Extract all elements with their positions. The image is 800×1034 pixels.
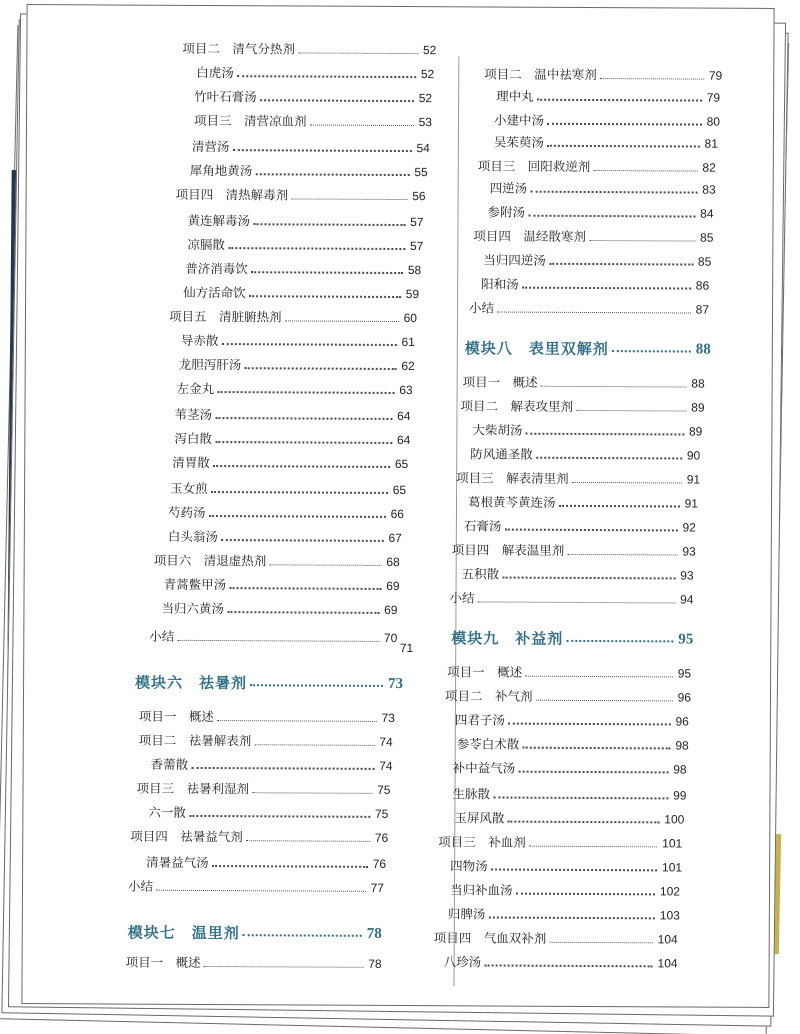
toc-entry-title: 项目二 温中祛寒剂 (484, 66, 597, 83)
toc-entry-title: 阳和汤 (481, 276, 519, 292)
dot-leader (536, 457, 682, 460)
toc-item-entry[interactable] (438, 830, 682, 851)
toc-entry-title: 项目三 清营凉血剂 (193, 112, 307, 129)
dot-leader (559, 505, 680, 508)
toc-entry-title: 项目四 清热解毒剂 (175, 186, 289, 203)
toc-page-number: 95 (678, 631, 694, 648)
toc-entry-title: 仙方活命饮 (183, 284, 246, 301)
toc-formula-entry[interactable] (194, 85, 432, 106)
toc-item-entry[interactable] (154, 549, 400, 570)
toc-item-entry[interactable] (473, 224, 713, 245)
toc-item-entry[interactable] (460, 394, 704, 415)
toc-entry-title: 项目一 概述 (462, 374, 538, 390)
toc-page-number: 71 (399, 641, 414, 656)
dot-leader (291, 198, 407, 200)
dot-leader (493, 797, 668, 800)
toc-formula-entry[interactable] (444, 950, 678, 971)
dot-leader (228, 247, 405, 250)
toc-item-entry[interactable] (169, 305, 417, 326)
toc-page-number: 98 (673, 762, 687, 777)
dot-leader (576, 410, 686, 412)
toc-entry-title: 吴茱萸汤 (493, 134, 544, 150)
dot-leader (255, 173, 409, 176)
toc-page-number: 88 (691, 376, 705, 391)
dot-leader (549, 263, 693, 266)
toc-page-number: 69 (386, 578, 400, 594)
toc-page-number: 70 (383, 630, 398, 645)
toc-entry-title: 犀角地黄汤 (189, 162, 253, 179)
toc-module-heading[interactable] (451, 622, 693, 647)
toc-page-number: 69 (384, 602, 398, 617)
toc-entry-title: 模块八 表里双解剂 (464, 339, 609, 359)
toc-page-number: 65 (392, 482, 407, 498)
toc-entry-title: 大柴胡汤 (472, 422, 523, 438)
toc-entry-title: 黄连解毒汤 (187, 212, 251, 229)
toc-page-number: 79 (706, 90, 721, 105)
toc-formula-entry[interactable] (174, 427, 410, 448)
toc-formula-entry[interactable] (181, 329, 415, 350)
toc-entry-title: 香薷散 (150, 756, 189, 772)
dot-leader (566, 640, 673, 643)
dot-leader (497, 312, 691, 314)
toc-formula-entry[interactable] (164, 573, 400, 594)
toc-module-heading[interactable] (128, 917, 382, 942)
toc-entry-title: 小结 (127, 878, 154, 894)
dot-leader (600, 78, 704, 80)
toc-page-number: 60 (403, 311, 418, 326)
toc-page (21, 4, 774, 1008)
toc-entry-title: 项目二 祛暑解表剂 (138, 732, 252, 749)
toc-formula-entry[interactable] (453, 756, 687, 777)
dot-leader (204, 966, 364, 968)
toc-item-entry[interactable] (139, 705, 395, 726)
toc-entry-title: 项目三 祛暑利湿剂 (136, 780, 250, 797)
toc-formula-entry[interactable] (161, 597, 397, 618)
toc-page-number: 75 (374, 806, 389, 821)
toc-entry-title: 模块七 温里剂 (127, 923, 240, 943)
toc-entry-title: 凉膈散 (187, 236, 225, 253)
toc-page-number: 57 (409, 239, 424, 254)
toc-entry-title: 项目二 解表攻里剂 (460, 398, 574, 414)
toc-page-number: 73 (381, 710, 395, 725)
toc-page-number: 59 (405, 287, 420, 302)
toc-entry-title: 项目一 概述 (125, 954, 201, 970)
toc-page-number: 96 (677, 690, 692, 705)
toc-entry-title: 模块九 补益剂 (451, 629, 564, 648)
toc-page-number: 57 (410, 215, 424, 230)
toc-entry-title: 清营汤 (191, 138, 230, 155)
toc-page-number: 93 (682, 544, 696, 559)
toc-formula-entry[interactable] (496, 85, 720, 106)
toc-formula-entry[interactable] (481, 272, 709, 293)
toc-formula-entry[interactable] (450, 854, 682, 875)
dot-leader (217, 391, 394, 394)
toc-item-entry[interactable] (130, 825, 388, 846)
toc-entry-title: 四逆汤 (489, 180, 528, 196)
toc-entry-title: 竹叶石膏汤 (194, 88, 257, 105)
toc-entry-title: 项目三 解表清里剂 (456, 470, 569, 486)
dot-leader (249, 295, 401, 298)
dot-leader (507, 821, 659, 824)
toc-formula-entry[interactable] (151, 753, 393, 774)
dot-leader (478, 601, 676, 603)
dot-leader (189, 815, 370, 818)
toc-item-entry[interactable] (463, 370, 705, 391)
toc-formula-entry[interactable] (174, 403, 410, 424)
dot-leader (528, 215, 695, 218)
toc-formula-entry[interactable] (487, 200, 713, 221)
toc-page-number: 55 (414, 165, 428, 180)
toc-page-number: 74 (379, 758, 393, 773)
toc-item-entry[interactable] (469, 296, 709, 317)
toc-entry-title: 白虎汤 (196, 64, 234, 81)
toc-item-entry[interactable] (456, 466, 700, 487)
toc-entry-title: 项目六 清退虚热剂 (153, 552, 267, 569)
toc-page-number: 102 (659, 884, 681, 899)
dot-leader (530, 191, 697, 194)
toc-page-number: 101 (662, 860, 683, 875)
toc-page-number: 81 (704, 136, 718, 151)
toc-formula-entry[interactable] (483, 248, 711, 269)
toc-formula-entry[interactable] (177, 377, 413, 398)
toc-page-number: 91 (686, 472, 701, 487)
toc-entry-title: 项目五 清脏腑热剂 (168, 308, 282, 325)
dot-leader (589, 240, 695, 242)
toc-page-number: 99 (673, 788, 687, 803)
toc-entry-title: 当归四逆汤 (483, 252, 546, 268)
dot-leader (491, 868, 657, 871)
dot-leader (508, 723, 671, 726)
toc-page-number: 63 (399, 383, 413, 398)
toc-page-number: 79 (708, 68, 723, 83)
toc-entry-title: 小结 (449, 590, 475, 606)
toc-entry-title: 参附汤 (487, 204, 526, 220)
toc-formula-entry[interactable] (490, 176, 716, 197)
toc-page-number: 54 (416, 141, 430, 156)
toc-page-number: 67 (388, 530, 402, 546)
dot-leader (547, 145, 700, 148)
toc-entry-title: 芍药汤 (167, 504, 206, 520)
toc-formula-entry[interactable] (190, 159, 428, 180)
dot-leader (541, 386, 687, 388)
dot-leader (502, 577, 675, 580)
toc-item-entry[interactable] (149, 625, 397, 646)
toc-page-number: 89 (688, 424, 703, 439)
dot-leader (522, 747, 670, 750)
dot-leader (310, 125, 414, 127)
toc-formula-entry[interactable] (196, 61, 434, 82)
toc-formula-entry[interactable] (183, 281, 419, 302)
toc-page-number: 98 (675, 738, 689, 753)
toc-entry-title: 项目四 温经散寒剂 (473, 228, 586, 244)
dot-leader (298, 52, 418, 54)
toc-entry-title: 项目四 气血双补剂 (433, 930, 547, 946)
toc-page-number: 83 (702, 182, 716, 197)
toc-item-entry[interactable] (126, 951, 382, 972)
toc-entry-title: 清胃散 (172, 454, 210, 471)
toc-page-number: 62 (401, 359, 415, 374)
dot-leader (217, 720, 377, 722)
toc-page-number: 104 (657, 956, 678, 971)
toc-formula-entry[interactable] (170, 477, 406, 498)
dot-leader (251, 271, 403, 274)
toc-formula-entry[interactable] (187, 209, 423, 230)
toc-entry-title: 项目一 概述 (138, 708, 214, 725)
toc-page-number: 100 (664, 812, 685, 827)
toc-page-number: 74 (379, 734, 393, 749)
toc-formula-entry[interactable] (168, 525, 402, 546)
toc-page-number: 85 (697, 254, 712, 269)
toc-entry-title: 六一散 (148, 804, 186, 820)
toc-item-entry[interactable] (484, 62, 722, 83)
dot-leader (567, 554, 677, 556)
toc-formula-entry[interactable] (464, 514, 696, 535)
dot-leader (213, 465, 390, 468)
toc-entry-title: 防风通圣散 (470, 446, 533, 462)
toc-entry-title: 葛根黄芩黄连汤 (467, 494, 556, 510)
toc-item-entry[interactable] (452, 538, 696, 559)
dot-leader (260, 99, 414, 102)
toc-page-number: 52 (422, 43, 437, 58)
toc-module-heading[interactable] (465, 332, 711, 357)
dot-leader (504, 529, 677, 532)
toc-formula-entry[interactable] (168, 501, 404, 522)
toc-entry-title: 小结 (468, 300, 495, 316)
toc-entry-title: 归脾汤 (447, 906, 486, 922)
toc-item-entry[interactable] (434, 926, 678, 947)
toc-formula-entry[interactable] (472, 418, 702, 439)
dot-leader (253, 223, 405, 226)
toc-formula-entry[interactable] (454, 806, 684, 827)
dot-leader (484, 964, 652, 967)
toc-page-number: 84 (700, 206, 714, 221)
toc-page-number: 58 (407, 263, 422, 278)
toc-entry-title: 普济消毒饮 (185, 260, 248, 277)
toc-entry-title: 项目一 概述 (447, 664, 523, 680)
toc-entry-title: 导赤散 (180, 332, 219, 349)
toc-page-number: 87 (695, 302, 710, 317)
toc-formula-entry[interactable] (192, 135, 430, 156)
toc-entry-title: 生脉散 (452, 786, 491, 802)
toc-formula-entry[interactable] (448, 902, 680, 923)
toc-page-number: 66 (390, 506, 404, 522)
dot-leader (208, 515, 385, 518)
toc-entry-title: 苇茎汤 (174, 406, 213, 423)
dot-leader (227, 611, 379, 614)
toc-formula-entry[interactable] (179, 353, 415, 374)
toc-formula-entry[interactable] (494, 108, 720, 129)
toc-page-number: 64 (397, 408, 411, 424)
toc-entry-title: 项目三 补血剂 (438, 834, 526, 850)
toc-page-number: 80 (706, 114, 721, 129)
toc-entry-title: 玉女煎 (170, 480, 208, 497)
toc-page-number: 86 (695, 278, 710, 293)
dot-leader (212, 865, 368, 868)
toc-page-number: 61 (401, 335, 415, 350)
toc-formula-entry[interactable] (468, 490, 698, 511)
toc-entry-title: 理中丸 (496, 88, 534, 104)
toc-entry-title: 龙胆泻肝汤 (178, 356, 242, 373)
toc-formula-entry[interactable] (455, 708, 689, 729)
dot-leader (215, 441, 392, 444)
toc-entry-title: 白头翁汤 (167, 528, 218, 545)
toc-entry-title: 当归六黄汤 (161, 600, 225, 617)
toc-item-entry[interactable] (182, 37, 436, 58)
toc-page-number: 90 (686, 448, 701, 463)
toc-page-number: 65 (394, 456, 409, 472)
toc-entry-title: 清暑益气汤 (146, 854, 209, 871)
dot-leader (525, 433, 684, 436)
toc-page-number: 89 (691, 400, 705, 415)
toc-formula-entry[interactable] (383, 636, 413, 656)
toc-page-number: 96 (675, 714, 689, 729)
dot-leader (529, 846, 657, 848)
toc-entry-title: 项目二 补气剂 (444, 688, 533, 704)
dot-leader (229, 587, 381, 590)
dot-leader (537, 99, 702, 102)
toc-page-number: 68 (386, 554, 400, 570)
toc-item-entry[interactable] (176, 183, 426, 204)
toc-page-number: 104 (657, 932, 678, 947)
toc-entry-title: 五积散 (461, 566, 500, 582)
toc-formula-entry[interactable] (450, 878, 680, 899)
toc-page-number: 93 (680, 568, 694, 583)
toc-left-column (27, 4, 437, 971)
toc-entry-title: 参苓白术散 (456, 736, 520, 752)
toc-entry-title: 泻白散 (174, 430, 212, 447)
dot-leader (191, 767, 374, 770)
toc-page-number: 88 (695, 341, 711, 358)
toc-formula-entry[interactable] (146, 851, 386, 872)
toc-formula-entry[interactable] (148, 801, 388, 822)
toc-item-entry[interactable] (194, 109, 432, 130)
dot-leader (284, 320, 398, 322)
toc-entry-title: 青蒿鳖甲汤 (163, 576, 227, 593)
toc-page-number: 78 (366, 925, 382, 942)
toc-page-number: 53 (418, 115, 433, 130)
toc-entry-title: 项目三 回阳救逆剂 (477, 158, 591, 175)
dot-leader (250, 684, 383, 687)
dot-leader (547, 123, 702, 126)
dot-leader (232, 149, 411, 152)
toc-page-number: 78 (368, 956, 382, 971)
toc-entry-title: 四君子汤 (454, 712, 505, 728)
toc-formula-entry[interactable] (470, 442, 700, 463)
dot-leader (244, 367, 396, 370)
toc-item-entry[interactable] (136, 777, 390, 798)
toc-item-entry[interactable] (139, 729, 393, 750)
toc-item-entry[interactable] (449, 586, 693, 607)
toc-page-number: 76 (372, 856, 387, 871)
dot-leader (221, 343, 396, 346)
toc-page-number: 82 (702, 160, 716, 175)
dot-leader (535, 700, 672, 702)
toc-module-heading[interactable] (135, 667, 403, 692)
toc-page-number: 91 (684, 496, 699, 511)
dot-leader (488, 916, 654, 919)
toc-page-number: 75 (377, 782, 391, 797)
toc-page-number: 103 (659, 908, 680, 923)
toc-entry-title: 左金丸 (176, 380, 215, 397)
toc-page-number: 101 (662, 836, 683, 851)
dot-leader (522, 287, 691, 290)
toc-entry-title: 项目四 祛暑益气剂 (130, 828, 243, 845)
dot-leader (237, 75, 416, 78)
toc-formula-entry[interactable] (185, 257, 421, 278)
toc-entry-title: 石膏汤 (463, 518, 502, 534)
dot-leader (254, 744, 374, 746)
dot-leader (246, 840, 370, 842)
dot-leader (211, 491, 388, 494)
dot-leader (518, 771, 668, 774)
toc-formula-entry[interactable] (494, 130, 718, 151)
dot-leader (156, 890, 366, 892)
toc-entry-title: 四物汤 (450, 858, 488, 874)
toc-page-number: 95 (677, 666, 692, 681)
toc-entry-title: 小建中汤 (493, 112, 545, 128)
toc-entry-title: 玉屏风散 (454, 810, 505, 826)
dot-leader (593, 170, 697, 172)
toc-entry-title: 项目四 解表温里剂 (451, 542, 565, 558)
toc-item-entry[interactable] (447, 660, 691, 681)
toc-formula-entry[interactable] (172, 451, 408, 472)
dot-leader (177, 640, 379, 642)
toc-page-number: 76 (374, 830, 389, 845)
toc-formula-entry[interactable] (187, 233, 423, 254)
toc-page-number: 73 (388, 675, 404, 693)
toc-entry-title: 模块六 祛暑剂 (135, 673, 248, 693)
toc-item-entry[interactable] (478, 154, 716, 175)
toc-entry-title: 当归补血汤 (449, 882, 513, 898)
dot-leader (515, 893, 654, 896)
toc-page-number: 56 (412, 189, 426, 204)
toc-formula-entry[interactable] (462, 562, 694, 583)
toc-item-entry[interactable] (445, 684, 691, 705)
toc-formula-entry[interactable] (452, 782, 686, 803)
dot-leader (221, 539, 384, 542)
dot-leader (243, 934, 362, 937)
toc-entry-title: 小结 (149, 628, 175, 644)
dot-leader (525, 676, 673, 678)
toc-page-number: 94 (680, 592, 694, 607)
toc-item-entry[interactable] (128, 875, 384, 896)
toc-entry-title: 项目二 清气分热剂 (182, 40, 295, 57)
dot-leader (572, 482, 682, 484)
toc-page-number: 85 (700, 230, 714, 245)
toc-page-number: 52 (418, 91, 433, 106)
toc-page-number: 52 (420, 67, 435, 82)
toc-page-number: 64 (396, 432, 411, 448)
dot-leader (215, 417, 392, 420)
toc-entry-title: 补中益气汤 (452, 760, 516, 776)
toc-page-number: 77 (370, 880, 385, 895)
dot-leader (612, 350, 691, 352)
dot-leader (252, 792, 372, 794)
toc-formula-entry[interactable] (457, 732, 689, 753)
toc-page-number: 92 (682, 520, 696, 535)
toc-entry-title: 八珍汤 (443, 954, 482, 970)
dot-leader (549, 942, 652, 944)
dot-leader (269, 564, 381, 566)
